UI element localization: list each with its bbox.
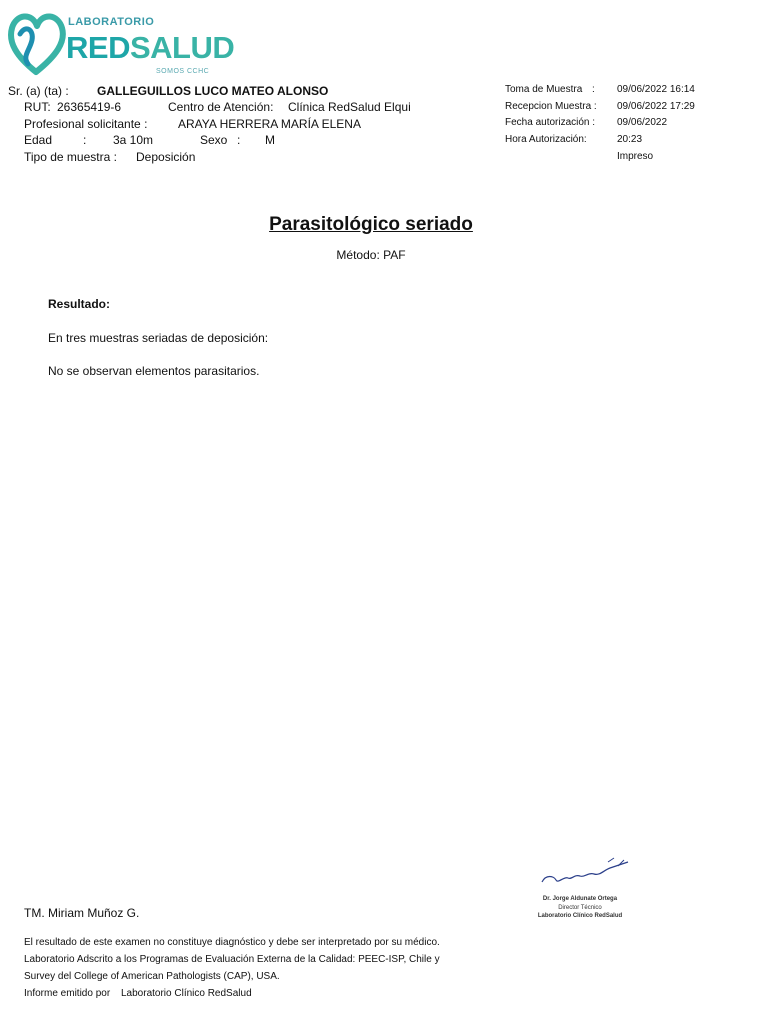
fecha-value: 09/06/2022	[617, 117, 668, 128]
sex-value: M	[265, 133, 275, 147]
hora-label: Hora Autorización:	[505, 134, 587, 145]
recep-value: 09/06/2022 17:29	[617, 101, 695, 112]
logo-top-text: LABORATORIO	[68, 16, 155, 28]
signature-title: Director Técnico	[558, 905, 602, 911]
signature-org: Laboratorio Clínico RedSalud	[537, 913, 623, 919]
age-label: Edad	[24, 133, 53, 147]
rut-label: RUT:	[24, 100, 51, 114]
age-separator: :	[83, 133, 87, 147]
director-signature	[510, 850, 650, 925]
issued-by: Laboratorio Clínico RedSalud	[121, 988, 252, 999]
name-label: Sr. (a) (ta) :	[8, 84, 69, 98]
exam-method: Método: PAF	[336, 248, 406, 262]
age-value: 3a 10m	[113, 133, 154, 147]
disclaimer-3: Survey del College of American Pathologists (CAP), USA.	[24, 971, 280, 982]
toma-label: Toma de Muestra	[505, 84, 583, 95]
tm-name: TM. Miriam Muñoz G.	[24, 906, 140, 920]
logo-brand-salud: SALUD	[129, 30, 235, 65]
center-label: Centro de Atención:	[168, 100, 274, 114]
heart-logo-icon	[6, 4, 68, 78]
logo-tagline: SOMOS CCHC	[156, 68, 210, 75]
doctor-value: ARAYA HERRERA MARÍA ELENA	[178, 117, 361, 131]
signature-scribble	[510, 850, 650, 895]
sex-label: Sexo	[200, 133, 228, 147]
recep-label: Recepcion Muestra :	[505, 101, 597, 112]
issued-label: Informe emitido por	[24, 988, 111, 999]
rut-value: 26365419-6	[57, 100, 122, 114]
sample-label: Tipo de muestra :	[24, 150, 117, 164]
center-value: Clínica RedSalud Elqui	[288, 100, 411, 114]
sex-separator: :	[237, 133, 241, 147]
toma-value: 09/06/2022 16:14	[617, 84, 695, 95]
logo-brand	[66, 30, 234, 66]
status-value: Impreso	[617, 151, 654, 162]
patient-name: GALLEGUILLOS LUCO MATEO ALONSO	[97, 84, 329, 98]
sample-value: Deposición	[136, 150, 196, 164]
signature-name: Dr. Jorge Aldunate Ortega	[542, 896, 618, 902]
logo-brand-red: RED	[66, 30, 130, 65]
exam-title: Parasitológico seriado	[269, 214, 473, 235]
disclaimer-2: Laboratorio Adscrito a los Programas de Evaluación Externa de la Calidad: PEEC-ISP, Chile y	[24, 954, 440, 965]
doctor-label: Profesional solicitante :	[24, 117, 148, 131]
result-line-2: No se observan elementos parasitarios.	[48, 364, 260, 378]
fecha-label: Fecha autorización :	[505, 117, 596, 128]
toma-separator: :	[592, 84, 595, 95]
result-line-1: En tres muestras seriadas de deposición:	[48, 331, 269, 345]
hora-value: 20:23	[617, 134, 643, 145]
result-label: Resultado:	[48, 297, 111, 311]
disclaimer-1: El resultado de este examen no constituye diagnóstico y debe ser interpretado por su médico.	[24, 937, 440, 948]
redsalud-logo	[6, 4, 235, 80]
